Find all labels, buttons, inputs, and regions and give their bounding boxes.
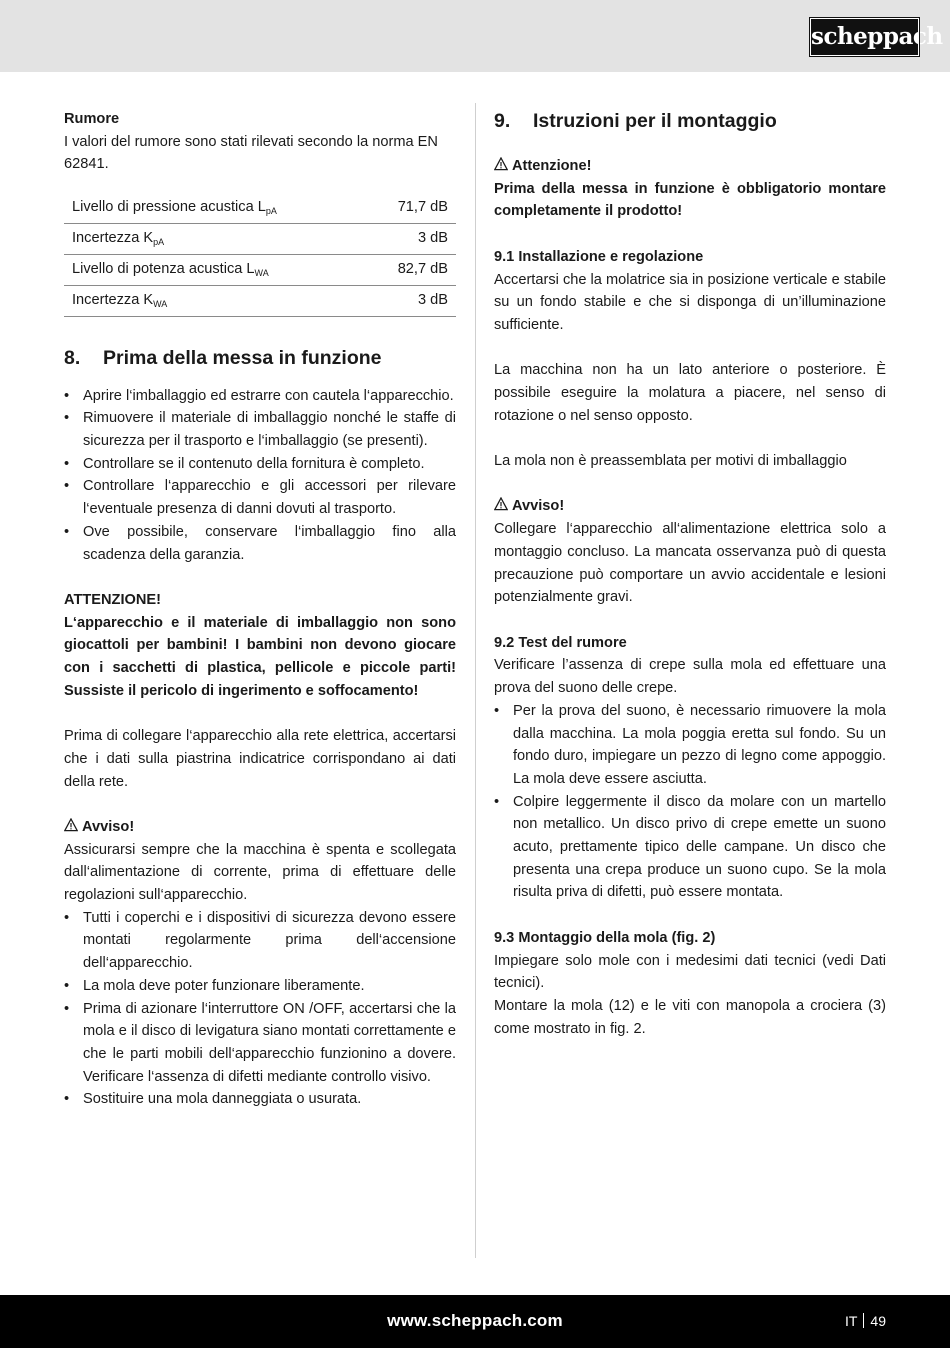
section-number: 8. (64, 346, 81, 369)
website-link[interactable]: www.scheppach.com (387, 1311, 563, 1330)
section-number: 9. (494, 110, 511, 132)
noise-parameter (64, 254, 365, 285)
bullet-icon: • (64, 387, 70, 404)
section-title: Prima della messa in funzione (103, 346, 382, 369)
subsection-9-2-title: 9.2 Test del rumore (494, 634, 627, 651)
noise-parameter-label: Livello di pressione acustica L (72, 199, 266, 215)
list-item-text: Tutti i coperchi e i dispositivi di sicurezza devono essere montati regolarmente prima dell‘accensione dell‘apparecchio. (83, 909, 456, 972)
warning-triangle-icon (494, 497, 508, 511)
attention-heading (494, 155, 886, 178)
bullet-icon: • (64, 977, 70, 994)
list-item-text: Per la prova del suono, è necessario rimuovere la mola dalla macchina. La mola poggia eretta sul fondo. Su un fondo duro, impiegare un pezzo di legno come appoggio. La mola deve essere asciutta. (513, 702, 886, 787)
noise-parameter-subscript: pA (153, 237, 165, 248)
header-bar (0, 0, 950, 72)
section-9-heading (494, 108, 886, 134)
noise-parameter-label: Incertezza K (72, 230, 154, 247)
list-item-text: Aprire l‘imballaggio ed estrarre con cautela l‘apparecchio. (83, 387, 454, 404)
warning-heading (64, 816, 456, 839)
bullet-icon: • (64, 1091, 70, 1108)
warning-text: Assicurarsi sempre che la macchina è spenta e scollegata dall‘alimentazione di corrente, prima di effettuare delle regolazioni sull‘apparecchio. (64, 841, 456, 904)
bullet-icon: • (64, 478, 70, 495)
section-title: Istruzioni per il montaggio (533, 110, 777, 132)
bullet-icon: • (64, 410, 70, 427)
subsection-9-2-list (494, 700, 886, 904)
list-item (494, 700, 886, 791)
noise-parameter (64, 285, 365, 316)
noise-table (64, 192, 456, 317)
attention-text: Prima della messa in funzione è obbligatorio montare completamente il prodotto! (494, 180, 886, 220)
bullet-icon: • (494, 793, 500, 810)
attention-text: L‘apparecchio e il materiale di imballaggio non sono giocattoli per bambini! I bambini non devono giocare con i sacchetti di plastica, pellicole e piccole parti! Sussiste il pericolo di ingerimento e soffocamento! (64, 614, 456, 699)
noise-value: 71,7 dB (365, 192, 456, 223)
subsection-9-3-text-2: Montare la mola (12) e le viti con manopola a crociera (3) come mostrato in fig. 2. (494, 997, 886, 1037)
language-code: IT (844, 1313, 858, 1329)
warning-text: Collegare l‘apparecchio all‘alimentazione elettrica solo a montaggio concluso. La mancata osservanza può di questa precauzione può comportare un avvio accidentale e lesioni potenzialmente gravi. (494, 521, 886, 606)
subsection-9-2-text: Verificare l’assenza di crepe sulla mola ed effettuare una prova del suono delle crepe. (494, 657, 886, 697)
subsection-9-1-text-3: La mola non è preassemblata per motivi di imballaggio (494, 453, 847, 470)
list-item (64, 975, 456, 998)
list-item-text: Sostituire una mola danneggiata o usurata. (83, 1091, 362, 1108)
warning-triangle-icon (64, 818, 78, 832)
bullet-icon: • (494, 702, 500, 719)
list-item-text: Colpire leggermente il disco da molare con un martello non metallico. Un disco privo di crepe emette un suono acuto, prettamente tipico delle campane. Un disco che presenta una crepa produce un suono cupo. Se la mola risulta priva di difetti, può essere montata. (513, 793, 886, 901)
list-item (64, 1088, 456, 1111)
noise-parameter-subscript: WA (153, 299, 168, 310)
list-item-text: Rimuovere il materiale di imballaggio nonché le staffe di sicurezza per il trasporto e l‘imballaggio (se presenti). (83, 410, 456, 450)
page-indicator (845, 1310, 886, 1332)
subsection-9-3-text: Impiegare solo mole con i medesimi dati tecnici (vedi Dati tecnici). (494, 952, 886, 992)
subsection-9-3-title: 9.3 Montaggio della mola (fig. 2) (494, 929, 716, 946)
section-8-heading (64, 345, 456, 371)
attention-title: ATTENZIONE! (64, 591, 162, 608)
brand-logo: scheppach (810, 18, 919, 56)
warning-list (64, 907, 456, 1111)
noise-table-row (64, 285, 456, 316)
mains-paragraph: Prima di collegare l‘apparecchio alla rete elettrica, accertarsi che i dati sulla piastrina indicatrice corrispondano ai dati della rete. (64, 728, 456, 790)
bullet-icon: • (64, 523, 70, 540)
subsection-9-1-title: 9.1 Installazione e regolazione (494, 248, 704, 265)
list-item (64, 907, 456, 975)
list-item (64, 453, 456, 476)
warning-heading (494, 495, 886, 518)
noise-table-row (64, 192, 456, 223)
list-item (494, 791, 886, 905)
list-item (64, 475, 456, 520)
noise-parameter-label: Incertezza K (72, 292, 154, 309)
section-8-list (64, 385, 456, 567)
noise-table-row (64, 254, 456, 285)
list-item-text: Ove possibile, conservare l‘imballaggio fino alla scadenza della garanzia. (83, 523, 456, 563)
list-item (64, 385, 456, 408)
noise-parameter (64, 223, 365, 254)
noise-parameter-subscript: WA (254, 268, 269, 279)
warning-triangle-icon (494, 157, 508, 171)
list-item (64, 521, 456, 566)
list-item (64, 998, 456, 1089)
noise-parameter (64, 192, 365, 223)
column-divider (475, 103, 476, 1258)
warning-title: Avviso! (512, 498, 565, 515)
left-column (64, 108, 456, 1111)
noise-value: 82,7 dB (365, 254, 456, 285)
bullet-icon: • (64, 455, 70, 472)
noise-value: 3 dB (365, 223, 456, 254)
list-item (64, 407, 456, 452)
right-column (494, 108, 886, 1040)
list-item-text: Controllare l‘apparecchio e gli accessori per rilevare l‘eventuale presenza di danni dovuti al trasporto. (83, 478, 456, 518)
noise-parameter-label: Livello di potenza acustica L (72, 261, 255, 278)
list-item-text: Prima di azionare l‘interruttore ON /OFF, accertarsi che la mola e il disco di levigatura siano montati correttamente e che le parti mobili dell‘apparecchio funzionino a dovere. Verificare l‘assenza di difetti mediante controllo visivo. (83, 1000, 456, 1085)
noise-parameter-subscript: pA (265, 206, 277, 216)
attention-title: Attenzione! (512, 158, 592, 174)
list-item-text: La mola deve poter funzionare liberamente. (83, 977, 365, 994)
noise-intro: I valori del rumore sono stati rilevati secondo la norma EN 62841. (64, 133, 438, 173)
noise-table-row (64, 223, 456, 254)
warning-title: Avviso! (82, 818, 135, 835)
page-number: 49 (870, 1313, 886, 1329)
subsection-9-1-text-2: La macchina non ha un lato anteriore o posteriore. È possibile eseguire la molatura a piacere, nel senso di rotazione o nel senso opposto. (494, 362, 886, 424)
page-separator (863, 1313, 864, 1328)
subsection-9-1-text: Accertarsi che la molatrice sia in posizione verticale e stabile su un fondo stabile e che si disponga di un’illuminazione sufficiente. (494, 271, 886, 333)
noise-value: 3 dB (365, 285, 456, 316)
footer-bar (0, 1295, 950, 1348)
list-item-text: Controllare se il contenuto della fornitura è completo. (83, 455, 425, 472)
noise-title: Rumore (64, 111, 120, 127)
bullet-icon: • (64, 909, 70, 926)
bullet-icon: • (64, 1000, 70, 1017)
